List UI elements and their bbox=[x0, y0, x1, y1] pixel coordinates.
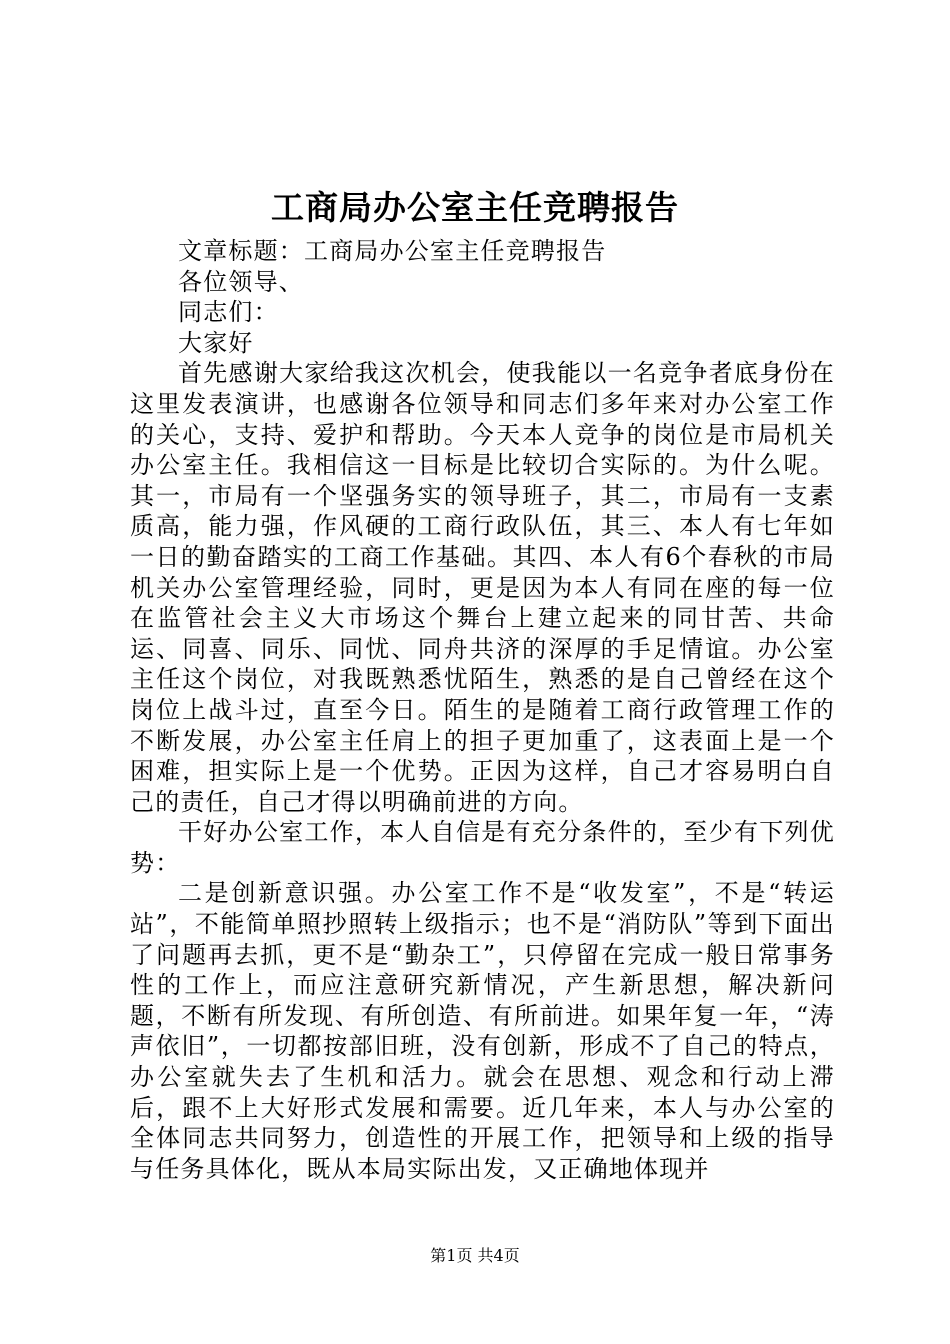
document-body bbox=[130, 236, 835, 1184]
paragraph-salutation-comrades: 同志们： bbox=[178, 298, 279, 327]
paragraph-greeting: 大家好 bbox=[178, 328, 254, 357]
paragraph-salutation-leaders: 各位领导、 bbox=[178, 267, 304, 296]
paragraph-article-title: 文章标题：工商局办公室主任竞聘报告 bbox=[178, 237, 607, 265]
document-title: 工商局办公室主任竞聘报告 bbox=[271, 188, 679, 227]
page-number-footer: 第1页 共4页 bbox=[430, 1246, 520, 1265]
paragraph-introduction: 首先感谢大家给我这次机会，使我能以一名竞争者底身份在这里发表演讲，也感谢各位领导和同志们多年来对办公室工作的关心，支持、爱护和帮助。今天本人竞争的岗位是市局机关办公室主任。我相信这一目标是比较切合实际的。为什么呢。其一，市局有一个坚强务实的领导班子，其二，市局有一支素质高，能力强，作风硬的工商行政队伍，其三、本人有七年如一日的勤奋踏实的工商工作基础。其四、本人有6个春秋的市局机关办公室管理经验，同时，更是因为本人有同在座的每一位在监管社会主义大市场这个舞台上建立起来的同甘苦、共命运、同喜、同乐、同忧、同舟共济的深厚的手足情谊。办公室主任这个岗位，对我既熟悉忧陌生，熟悉的是自己曾经在这个岗位上战斗过，直至今日。陌生的是随着工商行政管理工作的不断发展，办公室主任肩上的担子更加重了，这表面上是一个困难，担实际上是一个优势。正因为这样，自己才容易明白自己的责任，自己才得以明确前进的方向。 bbox=[130, 359, 835, 816]
paragraph-advantages-intro: 干好办公室工作，本人自信是有充分条件的，至少有下列优势： bbox=[130, 818, 835, 877]
paragraph-innovation: 二是创新意识强。办公室工作不是“收发室”，不是“转运站”，不能简单照抄照转上级指示；也不是“消防队”等到下面出了问题再去抓，更不是“勤杂工”，只停留在完成一般日常事务性的工作上，而应注意研究新情况，产生新思想，解决新问题，不断有所发现、有所创造、有所前进。如果年复一年，“涛声依旧”，一切都按部旧班，没有创新，形成不了自己的特点，办公室就失去了生机和活力。就会在思想、观念和行动上滞后，跟不上大好形式发展和需要。近几年来，本人与办公室的全体同志共同努力，创造性的开展工作，把领导和上级的指导与任务具体化，既从本局实际出发，又正确地体现并 bbox=[130, 879, 835, 1183]
